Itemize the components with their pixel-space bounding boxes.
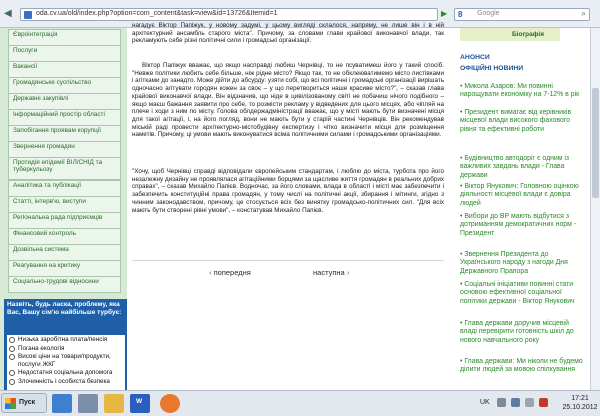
language-indicator[interactable]: UK — [480, 399, 490, 406]
clock[interactable] — [560, 394, 600, 412]
news-item[interactable]: • Звернення Президента до Українського народу з нагоди Дня Державного Прапора — [460, 251, 568, 275]
news-item[interactable]: • Микола Азаров: Ми повинні нарощувати економіку на 7-12% в рік — [460, 83, 580, 99]
sidebar-item-hiv[interactable]: Протидія епідемії ВІЛ/СНІД та туберкульозу — [8, 157, 121, 180]
poll-option[interactable]: Погана екологія — [7, 345, 125, 353]
clock-date: 25.10.2012 — [562, 404, 598, 411]
search-icon[interactable]: ⌕ — [581, 9, 586, 18]
article-content — [129, 22, 447, 390]
poll-option[interactable]: Злочинність і особиста безпека — [7, 378, 125, 386]
volume-icon[interactable] — [525, 398, 534, 407]
sidebar-item-permits[interactable]: Дозвільна система — [8, 244, 121, 261]
radio-button[interactable] — [9, 346, 15, 352]
security-icon[interactable] — [539, 398, 548, 407]
scrollbar-thumb[interactable] — [592, 88, 599, 198]
search-input[interactable] — [454, 8, 590, 21]
radio-button[interactable] — [9, 379, 15, 385]
sidebar-item-criticism[interactable]: Реагування на критику — [8, 260, 121, 277]
go-arrow-icon[interactable]: ▶ — [441, 9, 448, 18]
poll-question: Назвіть, будь ласка, проблему, яка Вас, Вашу сім'ю найбільше турбує: — [7, 301, 122, 316]
sidebar-item-anticorruption[interactable]: Запобігання проявам корупції — [8, 125, 121, 142]
sidebar-item-financial-control[interactable]: Фінансовий контроль — [8, 228, 121, 245]
sidebar-item-procurement[interactable]: Державні закупівлі — [8, 93, 121, 110]
news-item[interactable]: • Глава держави доручив місцевій владі перевірити готовність шкіл до нового навчального року — [460, 320, 574, 344]
clock-time: 17:21 — [571, 395, 589, 402]
start-label: Пуск — [19, 399, 36, 406]
article-intro: нагадує Віктор Папіжук, у новому задумі, у цьому вигляді склалося, напряму, не лише він і в ній архітектурний ансамбль старого міста". Причому, за словами глави крайової виконавчої влади, так рекламують себе різні політичні сили і громадські організації. — [132, 22, 444, 45]
back-arrow-icon[interactable]: ◀ — [4, 8, 12, 19]
bio-label: Біографія — [512, 31, 545, 38]
ie-icon[interactable] — [52, 394, 72, 413]
sidebar-item-analytics[interactable]: Аналітика та публікації — [8, 180, 121, 197]
bio-banner[interactable] — [460, 28, 560, 41]
next-link[interactable]: наступна › — [313, 268, 350, 277]
site-favicon-icon — [24, 11, 32, 19]
sidebar-item-articles[interactable]: Статті, інтерв'ю, виступи — [8, 196, 121, 213]
next-arrow-icon: › — [346, 268, 350, 277]
sidebar-item-appeals[interactable]: Звернення громадян — [8, 141, 121, 158]
prev-arrow-icon: ‹ — [209, 268, 212, 277]
news-item[interactable]: • Соціальні ініціативи повинні стати основою ефективної соціальної політики держави - Віктор Янукович — [460, 281, 575, 305]
poll-option[interactable]: Низька заробітна плата/пенсія — [7, 336, 125, 344]
page-scrollbar[interactable] — [590, 28, 600, 390]
windows-logo-icon — [5, 398, 16, 409]
poll-option[interactable]: Недостатня соціальна допомога — [7, 369, 125, 377]
left-sidebar — [0, 28, 127, 390]
folder-icon[interactable] — [104, 394, 124, 413]
network-icon[interactable] — [511, 398, 520, 407]
word-icon[interactable]: W — [130, 394, 150, 413]
tray-arrow-icon[interactable] — [497, 398, 506, 407]
start-button[interactable] — [1, 393, 47, 413]
official-news-heading: ОФІЦІЙНІ НОВИНИ — [460, 65, 524, 72]
pager-divider — [132, 260, 444, 261]
radio-button[interactable] — [9, 337, 15, 343]
file-manager-icon[interactable] — [78, 394, 98, 413]
radio-button[interactable] — [9, 370, 15, 376]
taskbar — [0, 390, 600, 416]
sidebar-item-civil-society[interactable]: Громадянське суспільство — [8, 77, 121, 94]
sidebar-item-eurointegration[interactable]: Євроінтеграція — [8, 29, 121, 46]
news-item[interactable]: • Вибори до ВР мають відбутися з дотриманням демократичних норм - Президент — [460, 213, 577, 237]
poll-option[interactable]: Високі ціни на товари/продукти, послуги ЖКГ — [7, 353, 125, 368]
sidebar-item-info-space[interactable]: Інформаційний простір області — [8, 109, 121, 126]
article-paragraph-2: "Хочу, щоб Чернівці справді відповідали європейським стандартам, і люблю до міста, турбота про його незалежну дизайну не проявлялася агітаційними борцями за щасливе життя громадян в реальних добрих справах", – сказав Михайло Папієв. Водночас, за його словами, влада в області і місті має забезпечити і забезпечить конституційні права громадян, у тому числі на політичні акції, збирання і мітинги, згідно з чинним законодавством, причому, це стосується всіх без винятку громадсько-політичних сил. "Для всіх мають бути створені рівні умови", – констатував Михайло Папієв. — [132, 168, 444, 214]
right-sidebar — [447, 28, 600, 390]
news-item[interactable]: • Президент вимагає від керівників місцевої влади високого фахового рівня та ефективні роботи — [460, 109, 572, 133]
sidebar-item-labor[interactable]: Соціально-трудові відносини — [8, 276, 121, 293]
sidebar-item-services[interactable]: Послуги — [8, 45, 121, 62]
prev-link[interactable]: ‹ попередня — [209, 268, 251, 277]
google-logo-icon: 8 — [458, 10, 463, 19]
article-paragraph-1: Віктор Папіжук вважає, що якщо насправді любиш Чернівці, то не псуватимеш його у такий спосіб. "Невже політики любить себе більше, ніж рідне місто? Якщо так, то не обклеюватимемо місто листівками і агітками до занадто. Може дійти до абсурду: узяти собі, що всі політичні і громадські організації вирішать одночасно агітувати городян кожен за своє – у що перетвориться наше красиве місто?", – сказав глава крайової виконавчої влади. Він відзначив, що ніде в цивілізованому світі не побачиш нічого подібного – якщо маєш бажання заявити про себе, то розмісти рекламу у відведених для цього місцях, або чіпляй на плече і ходи з ним по місту. Голова облдержадміністрації вважає, що у місті мають бути визначені місця для такої агітації, і, на його погляд, вони не мають бути у старій частині Чернівців. Він рекомендував міській раді провести архітектурно-містобудівну експертизу і чітко визначити місця для розміщення наметів. Причому, ці умови мають виконуватися всіма політичними силами і громадськими організаціями. — [132, 62, 444, 139]
sidebar-item-entrepreneurs[interactable]: Регіональна рада підприємців — [8, 212, 121, 229]
sidebar-item-vacancies[interactable]: Вакансії — [8, 61, 121, 78]
news-item[interactable]: • Будівництво автодоріг є одним із важливих завдань влади - Глава держави — [460, 155, 570, 179]
radio-button[interactable] — [9, 354, 15, 360]
firefox-icon[interactable] — [160, 394, 180, 413]
url-text: oda.cv.ua/old/index.php?option=com_content&task=view&id=13726&Itemid=1 — [36, 10, 278, 17]
news-item[interactable]: • Глава держави: Ми ніколи не будемо ділити людей за мовою спілкування — [460, 358, 583, 374]
news-item[interactable]: • Віктор Янукович: Головною оцінкою діяльності місцевої влади є довіра людей — [460, 183, 579, 207]
address-bar[interactable] — [20, 8, 438, 21]
announcements-heading[interactable]: АНОНСИ — [460, 54, 490, 61]
search-placeholder: Google — [477, 10, 500, 17]
